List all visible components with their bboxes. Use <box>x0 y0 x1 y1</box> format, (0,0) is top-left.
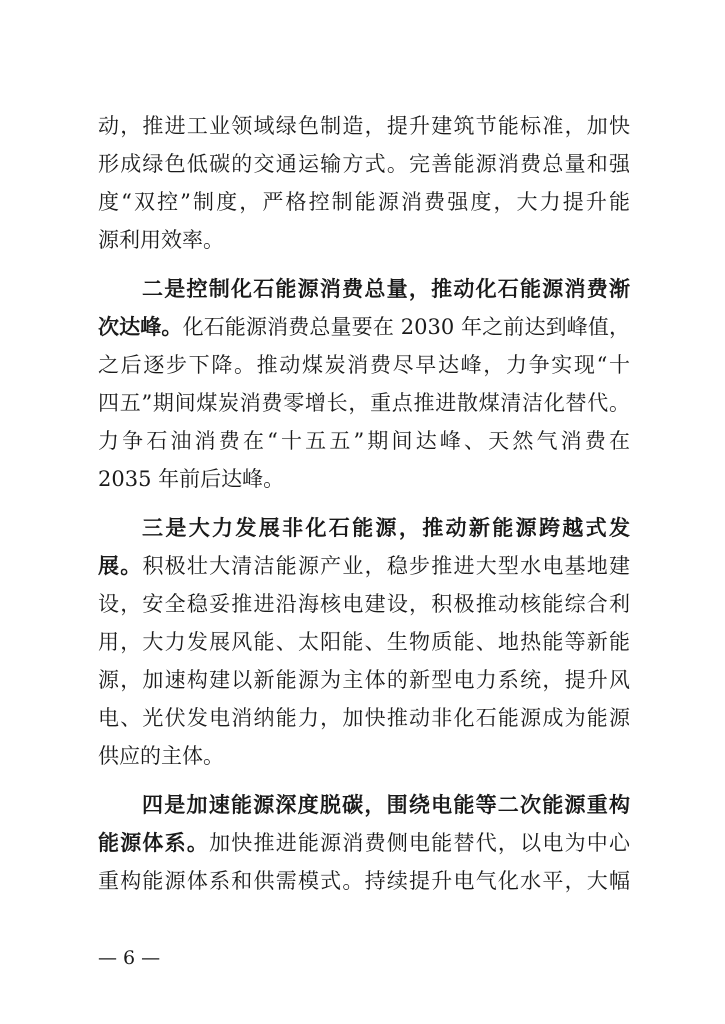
paragraph-3-line-7: 供应的主体。 <box>98 744 224 768</box>
paragraph-4-body-start: 加快推进能源消费侧电能替代，以电为中心 <box>209 831 630 855</box>
paragraph-3-heading-line-1: 三是大力发展非化石能源，推动新能源跨越式发 <box>142 515 630 540</box>
page-number: — 6 — <box>98 947 161 969</box>
paragraph-2-line-2 <box>98 308 630 346</box>
paragraph-2-body-start: 化石能源消费总量要在 2030 年之前达到峰值， <box>182 315 630 339</box>
paragraph-1-line-2: 形成绿色低碳的交通运输方式。完善能源消费总量和强 <box>98 152 630 176</box>
paragraph-4-line-3: 重构能源体系和供需模式。持续提升电气化水平，大幅 <box>98 869 630 893</box>
paragraph-1-line-4: 源利用效率。 <box>98 228 224 252</box>
paragraph-2-line-3: 之后逐步下降。推动煤炭消费尽早达峰，力争实现“十 <box>98 353 630 377</box>
paragraph-4-heading-line-1: 四是加速能源深度脱碳，围绕电能等二次能源重构 <box>142 792 630 817</box>
paragraph-1-line-1: 动，推进工业领域绿色制造，提升建筑节能标准，加快 <box>98 114 630 138</box>
paragraph-2-heading-line-1: 二是控制化石能源消费总量，推动化石能源消费渐 <box>142 276 630 301</box>
paragraph-1-line-3: 度“双控”制度，严格控制能源消费强度，大力提升能 <box>98 190 630 214</box>
paragraph-2-heading-end: 次达峰。 <box>98 314 183 339</box>
paragraph-3-line-2 <box>98 547 630 585</box>
paragraph-2-line-6: 2035 年前后达峰。 <box>98 467 285 491</box>
paragraph-2-line-5: 力争石油消费在“十五五”期间达峰、天然气消费在 <box>98 429 630 453</box>
paragraph-3-line-6: 电、光伏发电消纳能力，加快推动非化石能源成为能源 <box>98 706 630 730</box>
paragraph-2-line-4: 四五”期间煤炭消费零增长，重点推进散煤清洁化替代。 <box>98 391 630 415</box>
paragraph-3-line-5: 源，加速构建以新能源为主体的新型电力系统，提升风 <box>98 668 630 692</box>
paragraph-4-line-2 <box>98 824 630 862</box>
paragraph-3-body-start: 积极壮大清洁能源产业，稳步推进大型水电基地建 <box>142 554 630 578</box>
paragraph-3-heading-end: 展。 <box>98 553 143 578</box>
paragraph-3-line-4: 用，大力发展风能、太阳能、生物质能、地热能等新能 <box>98 630 630 654</box>
paragraph-3-line-3: 设，安全稳妥推进沿海核电建设，积极推动核能综合利 <box>98 592 630 616</box>
paragraph-4-heading-end: 能源体系。 <box>98 830 210 855</box>
